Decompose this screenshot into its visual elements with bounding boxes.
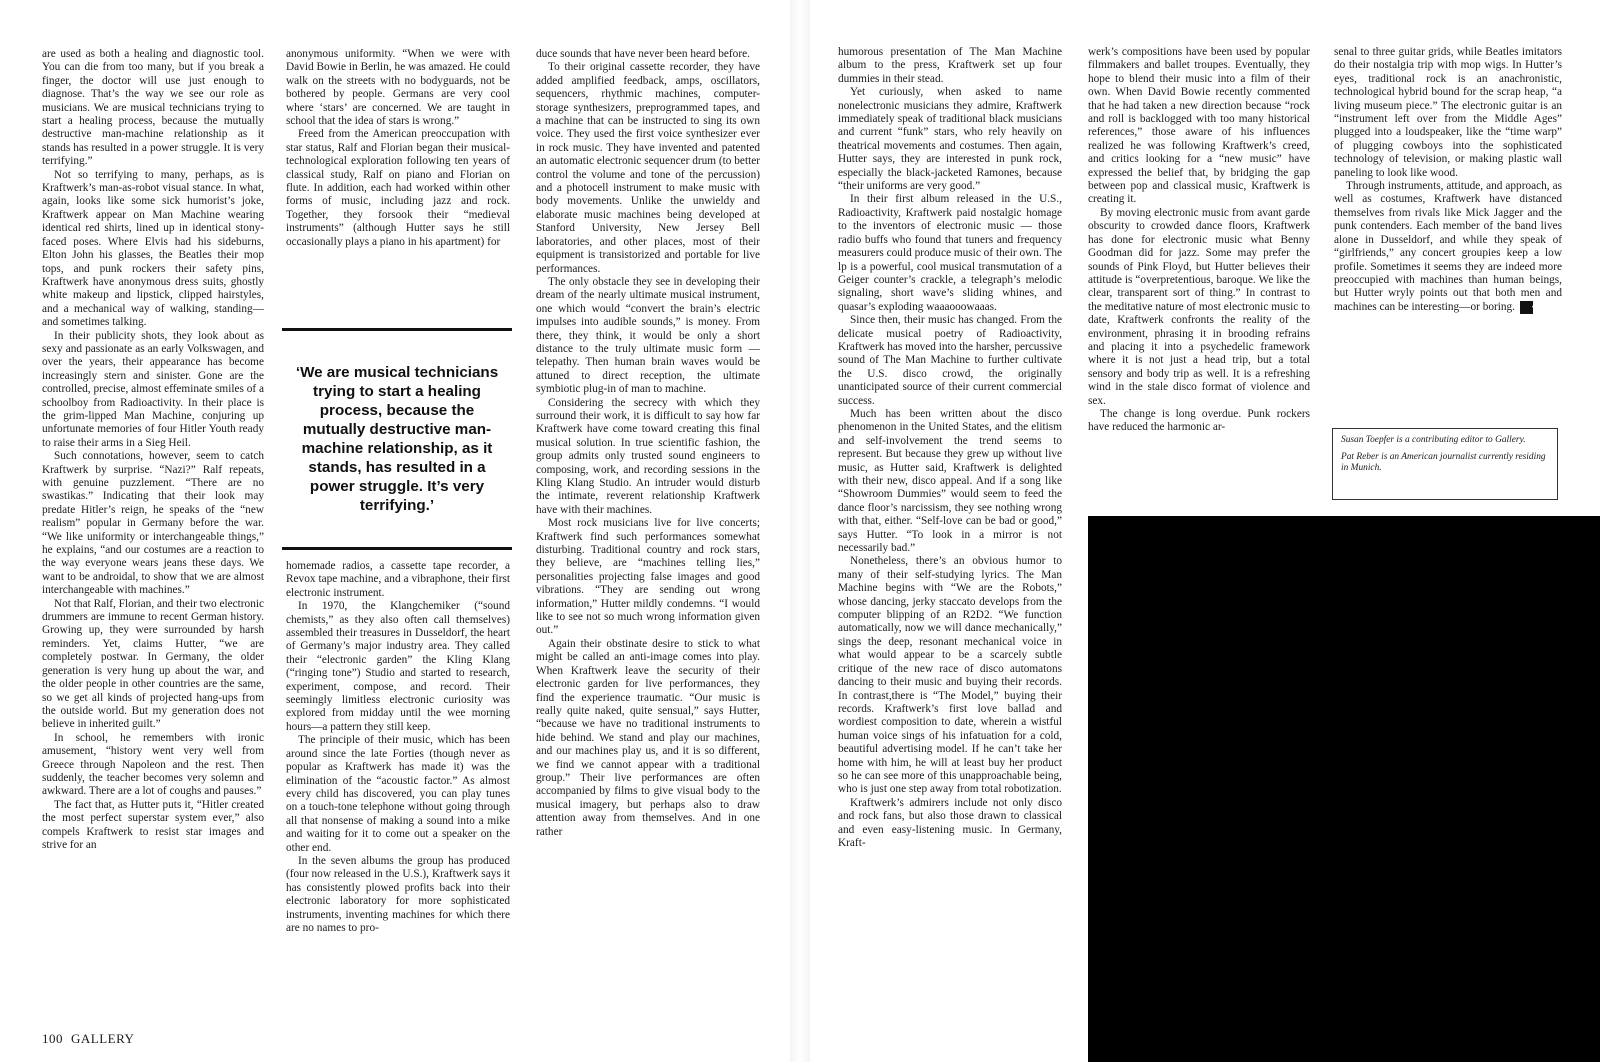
paragraph: Not that Ralf, Florian, and their two electronic drummers are immune to recent German history. Growing up, they were surrounded by harsh reminders. Yet, claims Hutter, “we are completely postwar. In Germany, the older generation is very hung up about the war, and the older people in other countries are the same, so we get all kinds of projected hang-ups from the outside world. But my generation does not believe in inherited guilt.” bbox=[42, 597, 264, 731]
closing-paragraph-text: Through instruments, attitude, and approach, as well as costumes, Kraftwerk have distanced themselves from rivals like Mick Jagger and the punk contenders. Each member of the band lives alone in Dusseldorf, and while they speak of “girlfriends,” any concert groupies keep a low profile. Sometimes it seems they are indeed more preoccupied with machines than human beings, but Hutter wryly points out that both men and machines can be interesting—or boring. bbox=[1334, 180, 1562, 313]
contributor-note: Susan Toepfer is a contributing editor to Gallery. bbox=[1341, 435, 1526, 445]
text-column-4 bbox=[838, 46, 1062, 1030]
text-column-6 bbox=[1334, 46, 1562, 392]
paragraph: senal to three guitar grids, while Beatles imitators do their nostalgia trip with mop wigs. In Hutter’s eyes, traditional rock is an anachronistic, technological hybrid bound for the scrap heap, “a living museum piece.” The electronic guitar is an “instrument left over from the Middle Ages” plugged into a loudspeaker, like the “time warp” of plugging cowboys into the sophisticated technology of television, or making plastic wall paneling to look like wood. bbox=[1334, 46, 1562, 179]
paragraph: werk’s compositions have been used by popular filmmakers and ballet troupes. Eventually, they hope to blend their music into a film of their own. When David Bowie recently commented that he had taken a new direction because “rock and roll is backlogged with too many historical references,” those aware of his influences realized he was following Kraftwerk’s creed, and critics looking for a “new music” have expressed the belief that, by bridging the gap between pop and classical music, Kraftwerk is creating it. bbox=[1088, 46, 1310, 206]
paragraph: Yet curiously, when asked to name nonelectronic musicians they admire, Kraftwerk immediately speak of traditional black musicians and current “funk” stars, who rely heavily on theatrical movements and costumes. Then again, Hutter says, they are interested in punk rock, especially the black-jacketed Ramones, because “their uniforms are very good.” bbox=[838, 86, 1062, 193]
paragraph: homemade radios, a cassette tape recorder, a Revox tape machine, and a vibraphone, their first electronic instrument. bbox=[286, 560, 510, 599]
paragraph: Most rock musicians live for live concerts; Kraftwerk find such performances somewhat disturbing. Traditional country and rock stars, they believe, are “machines telling lies,” personalities projecting false images and good vibrations. “They are sending out wrong information,” Hutter mildly condemns. “I would like to see not so much wrong information given out.” bbox=[536, 517, 760, 637]
paragraph: Considering the secrecy with which they surround their work, it is difficult to say how far Kraftwerk have come toward creating this final musical solution. In true scientific fashion, the group admits only trusted sound engineers to composing, work, and recording sessions in the Kling Klang Studio. An intruder would disturb the intimate, reverent relationship Kraftwerk have with their machines. bbox=[536, 396, 760, 516]
left-page bbox=[0, 0, 790, 1062]
paragraph: Freed from the American preoccupation with star status, Ralf and Florian began their musical-technological exploration following ten years of classical study, Ralf on piano and Florian on flute. In addition, each had worked within other forms of music, including jazz and rock. Together, they forsook their “medieval instruments” (although Hutter says he still occasionally plays a piano in his apartment) for bbox=[286, 128, 510, 248]
pull-quote bbox=[282, 328, 512, 550]
magazine-name: GALLERY bbox=[71, 1031, 135, 1046]
paragraph: duce sounds that have never been heard before. bbox=[536, 48, 750, 60]
paragraph: In their first album released in the U.S., Radioactivity, Kraftwerk paid nostalgic homage to the inventors of electronic music — those radio buffs who found that tuners and frequency measurers could produce music of their own. The lp is a powerful, cool musical transmutation of a Geiger counter’s crackle, a telegraph’s melodic signaling, short wave’s sliding whines, and quasar’s exploding waaaooowaaas. bbox=[838, 193, 1062, 313]
text-column-5 bbox=[1088, 46, 1310, 500]
paragraph: The fact that, as Hutter puts it, “Hitler created the most perfect superstar system ever,” also compels Kraftwerk to resist star images and strive for an bbox=[42, 798, 264, 851]
paragraph: Again their obstinate desire to stick to what might be called an anti-image comes into play. When Kraftwerk leave the security of their electronic garden for live performances, they find the experience traumatic. “Our music is really quite naked, quite sensual,” says Hutter, “because we have no traditional instruments to hide behind. We stand and play our machines, and our machines play us, and it is so different, we find we cannot appear with a traditional group.” Their live performances are often accompanied by films to give visual body to the musical imagery, but perhaps also to draw attention away from themselves. And in one rather bbox=[536, 637, 760, 838]
end-of-article-icon: ◆ bbox=[1520, 301, 1533, 314]
page-folio bbox=[42, 1031, 142, 1047]
pull-quote-text: ‘We are musical technicians trying to start a healing process, because the mutually destructive man-machine relationship, as it stands, has resulted in a power struggle. It’s very terrifying.’ bbox=[295, 364, 499, 514]
text-column-2-top bbox=[286, 48, 510, 318]
paragraph: In their publicity shots, they look about as sexy and passionate as an early Volkswagen, and over the years, their appearance has become increasingly stern and sinister. Gone are the controlled, precise, almost effeminate smiles of a schoolboy from Radioactivity. In their place is the grim-lipped Man Machine, conjuring up unfortunate memories of four Hitler Youth ready to raise their arms in a Sieg Heil. bbox=[42, 329, 264, 449]
paragraph bbox=[1334, 180, 1562, 314]
paragraph: Not so terrifying to many, perhaps, as is Kraftwerk’s man-as-robot visual stance. In what, again, looks like some sick humorist’s joke, Kraftwerk appear on Man Machine wearing identical red shirts, lined up in identical stony-faced poses. Where Elvis had his sideburns, Elton John his glasses, the Beatles their mop tops, and punk rockers their safety pins, Kraftwerk have anonymous dress suits, ghostly white makeup and lipstick, clipped hairstyles, and a mechanical way of walking, standing—and sometimes talking. bbox=[42, 168, 264, 329]
page-number: 100 bbox=[42, 1031, 63, 1046]
paragraph: Nonetheless, there’s an obvious humor to many of their self-studying lyrics. The Man Machine begins with “We are the Robots,” whose dancing, jerky staccato develops from the computer blipping of an R2D2. “We function automatically, now we will dance mechanically,” sings the deep, resonant mechanical voice in what would appear to be a scarcely subtle critique of the new race of disco automatons dancing to their music and buying their records. In contrast,there is “The Model,” buying their records. Kraftwerk’s first love ballad and wordiest composition to date, wherein a wistful human voice sings of his infatuation for a cold, beautiful advertising model. If he can’t take her home with him, he will at least buy her product so he can see more of this unapproachable being, who is just one step away from total robotization. bbox=[838, 555, 1062, 796]
text-column-2-bottom bbox=[286, 560, 510, 1026]
text-column-1 bbox=[42, 48, 264, 1026]
paragraph: humorous presentation of The Man Machine album to the press, Kraftwerk set up four dummies in their stead. bbox=[838, 46, 1062, 85]
paragraph: Kraftwerk’s admirers include not only disco and rock fans, but also those drawn to classical and even easy-listening music. In Germany, Kraft- bbox=[838, 796, 1062, 849]
paragraph: Such connotations, however, seem to catch Kraftwerk by surprise. “Nazi?” Ralf repeats, with genuine puzzlement. “There are no swastikas.” Indicating that their look may predate Hitler’s reign, he speaks of the “new realism” popular in Germany before the war. “We like uniformity or interchangeable things,” he explains, “and our costumes are a reaction to the way everyone wears jeans these days. We want to be androidal, to show that we are almost interchangeable with machines.” bbox=[42, 450, 264, 597]
paragraph: Much has been written about the disco phenomenon in the United States, and the elitism and self-involvement the trend seems to represent. But because they grew up without live music, as Hutter said, Kraftwerk is delighted with their new, disco appeal. And if a song like “Showroom Dummies” would seem to feed the dance floor’s narcissism, they see nothing wrong with that, either. “Self-love can be bad or good,” says Hutter. “To look in a mirror is not necessarily bad.” bbox=[838, 407, 1062, 555]
text-column-3 bbox=[536, 48, 760, 1026]
paragraph: The principle of their music, which has been around since the late Forties (though never as popular as Kraftwerk has made it) was the elimination of the “acoustic factor.” As almost every child has discovered, you can play tunes on a touch-tone telephone without going through all that nonsense of making a sound into a mike and waiting for it to come out a speaker on the other end. bbox=[286, 734, 510, 854]
paragraph: In 1970, the Klangchemiker (“sound chemists,” as they also often call themselves) assembled their treasures in Dusseldorf, the heart of Germany’s major industry area. They called their “electronic garden” the Kling Klang (“ringing tone”) Studio and started to research, experiment, compose, and record. Their seemingly limitless electronic curiosity was explored from midday until the wee morning hours—a pattern they still keep. bbox=[286, 600, 510, 733]
contributor-notes-box bbox=[1332, 428, 1558, 500]
paragraph: anonymous uniformity. “When we were with David Bowie in Berlin, he was amazed. He could walk on the streets with no bodyguards, not be bothered by people. Germans are very cool where ‘stars’ are concerned. We are taught in school that the idea of stars is wrong.” bbox=[286, 48, 510, 128]
paragraph: Since then, their music has changed. From the delicate musical poetry of Radioactivity, Kraftwerk has moved into the harsher, percussive sound of The Man Machine to further cultivate the U.S. disco crowd, the originally unanticipated source of their current commercial success. bbox=[838, 314, 1062, 407]
paragraph: To their original cassette recorder, they have added amplified feedback, amps, oscillators, sequencers, rhythmic machines, computer-storage synthesizers, preprogrammed tapes, and a machine that can be instructed to sing its own voice. They used the first voice synthesizer ever in rock music. They have invented and patented an automatic electronic sequencer drum (to better control the volume and tone of the percussion) and a photocell instrument to make music with body movements. Unlike the unwieldy and elaborate music machines being developed at Stanford University, New Jersey Bell laboratories, and other places, most of their equipment is transistorized and portable for live performances. bbox=[536, 61, 760, 275]
contributor-note: Pat Reber is an American journalist currently residing in Munich. bbox=[1341, 451, 1546, 474]
paragraph: are used as both a healing and diagnostic tool. You can die from too many, but if you break a finger, the doctor will use just enough to diagnose. That’s the way we see our role as musicians. We are musical technicians trying to start a healing process, because the mutually destructive man-machine relationship as it stands has resulted in a power struggle. It is very terrifying.” bbox=[42, 48, 264, 168]
paragraph: The only obstacle they see in developing their dream of the nearly ultimate musical instrument, one which would “convert the brain’s electric impulses into audible sounds,” is money. From there, they think, it would be only a short distance to the truly ultimate music form — telepathy. Then human brain waves would be attuned to direct reception, the ultimate symbiotic plug-in of man to machine. bbox=[536, 275, 760, 396]
black-redaction-area bbox=[1088, 516, 1600, 1062]
paragraph: In school, he remembers with ironic amusement, “history went very well from Greece through Napoleon and the rest. Then suddenly, the teacher becomes very solemn and awkward. There are a lot of coughs and pauses.” bbox=[42, 731, 264, 798]
paragraph: In the seven albums the group has produced (four now released in the U.S.), Kraftwerk says it has consistently plowed profits back into their electronic laboratory for more sophisticated instruments, inventing machines for which there are no names to pro- bbox=[286, 854, 510, 934]
page-gutter bbox=[790, 0, 810, 1062]
paragraph: The change is long overdue. Punk rockers have reduced the harmonic ar- bbox=[1088, 407, 1310, 434]
paragraph: By moving electronic music from avant garde obscurity to crowded dance floors, Kraftwerk has done for electronic music what Benny Goodman did for jazz. Some may prefer the sounds of Pink Floyd, but Hutter believes their attitude is “overpretentious, baroque. We like the clear, transparent sort of thing.” In contrast to the meditative nature of most electronic music to date, Kraftwerk confronts the reality of the environment, phrasing it in brooding refrains and placing it into a psychedelic framework where it is not just a head trip, but a total sensory and body trip as well. It is a refreshing wind in the stale disco format of violence and sex. bbox=[1088, 206, 1310, 407]
